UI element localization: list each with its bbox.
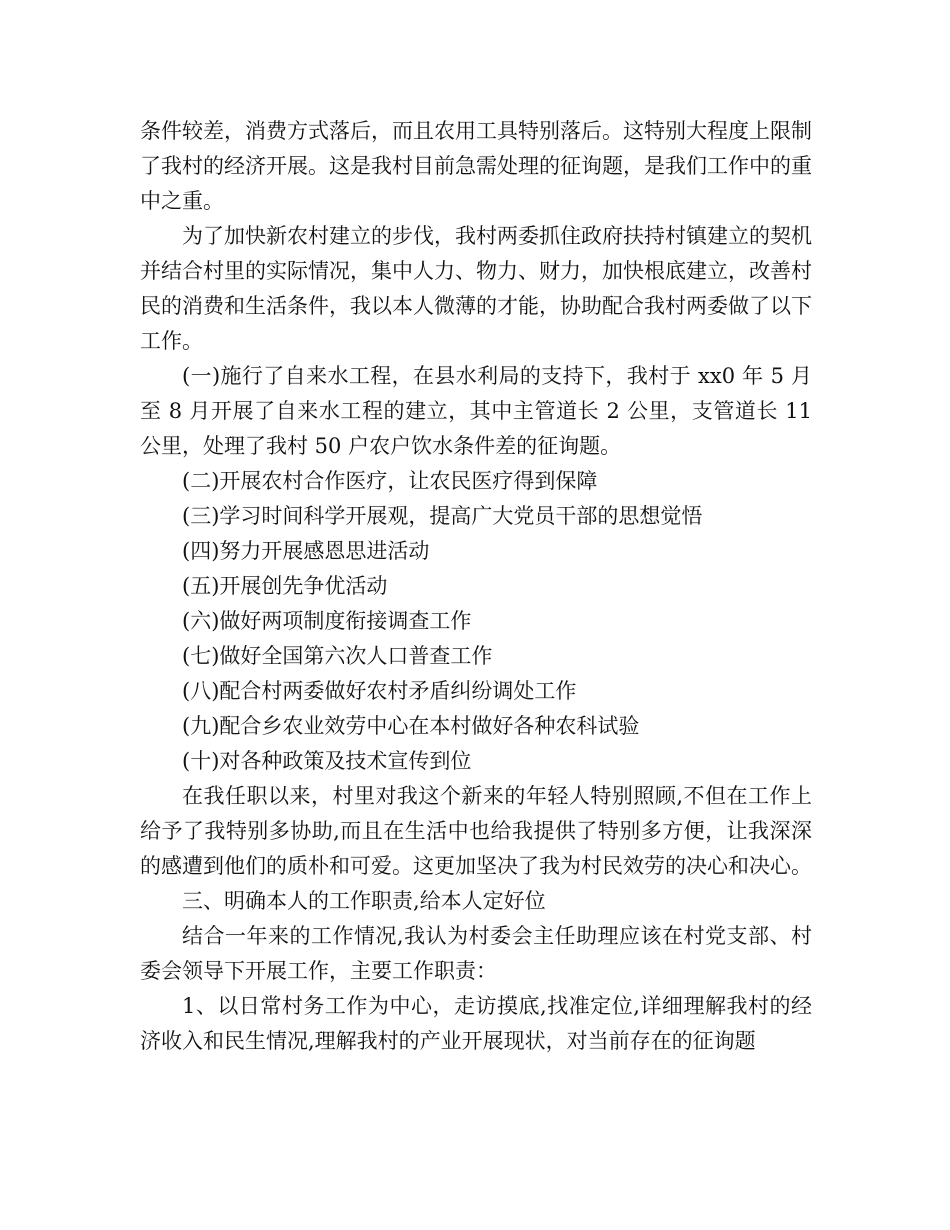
paragraph-continuation: 条件较差，消费方式落后，而且农用工具特别落后。这特别大程度上限制了我村的经济开展。这是我村目前急需处理的征询题，是我们工作中的重中之重。 [140,119,812,213]
section-heading-3: 三、明确本人的工作职责,给本人定好位 [182,889,546,913]
list-item-3: (三)学习时间科学开展观，提高广大党员干部的思想觉悟 [182,504,703,528]
list-item-1-water-project: (一)施行了自来水工程，在县水利局的支持下，我村于 xx0 年 5 月至 8 月开展了自来水工程的建立，其中主管道长 2 公里，支管道长 11 公里，处理了我村 50 户农户饮水条件差的征询题。 [140,364,812,458]
document-body [140,114,812,1059]
paragraph-duty-1: 1、以日常村务工作为中心，走访摸底,找准定位,详细理解我村的经济收入和民生情况,理解我村的产业开展现状，对当前存在的征询题 [140,994,812,1053]
paragraph-duties-intro: 结合一年来的工作情况,我认为村委会主任助理应该在村党支部、村委会领导下开展工作，主要工作职责： [140,924,812,983]
list-item-9: (九)配合乡农业效劳中心在本村做好各种农科试验 [182,714,640,738]
paragraph-new-village-construction: 为了加快新农村建立的步伐，我村两委抓住政府扶持村镇建立的契机并结合村里的实际情况，集中人力、物力、财力，加快根底建立，改善村民的消费和生活条件，我以本人微薄的才能，协助配合我村两委做了以下工作。 [140,224,812,353]
list-item-7: (七)做好全国第六次人口普查工作 [182,644,493,668]
list-item-10: (十)对各种政策及技术宣传到位 [182,749,472,773]
paragraph-gratitude: 在我任职以来，村里对我这个新来的年轻人特别照顾,不但在工作上给予了我特别多协助,而且在生活中也给我提供了特别多方便，让我深深的感遭到他们的质朴和可爱。这更加坚决了我为村民效劳的决心和决心。 [140,784,812,878]
list-item-5: (五)开展创先争优活动 [182,574,388,598]
list-item-8: (八)配合村两委做好农村矛盾纠纷调处工作 [182,679,577,703]
list-item-6: (六)做好两项制度衔接调查工作 [182,609,472,633]
list-item-4: (四)努力开展感恩思进活动 [182,539,430,563]
list-item-2: (二)开展农村合作医疗，让农民医疗得到保障 [182,469,598,493]
